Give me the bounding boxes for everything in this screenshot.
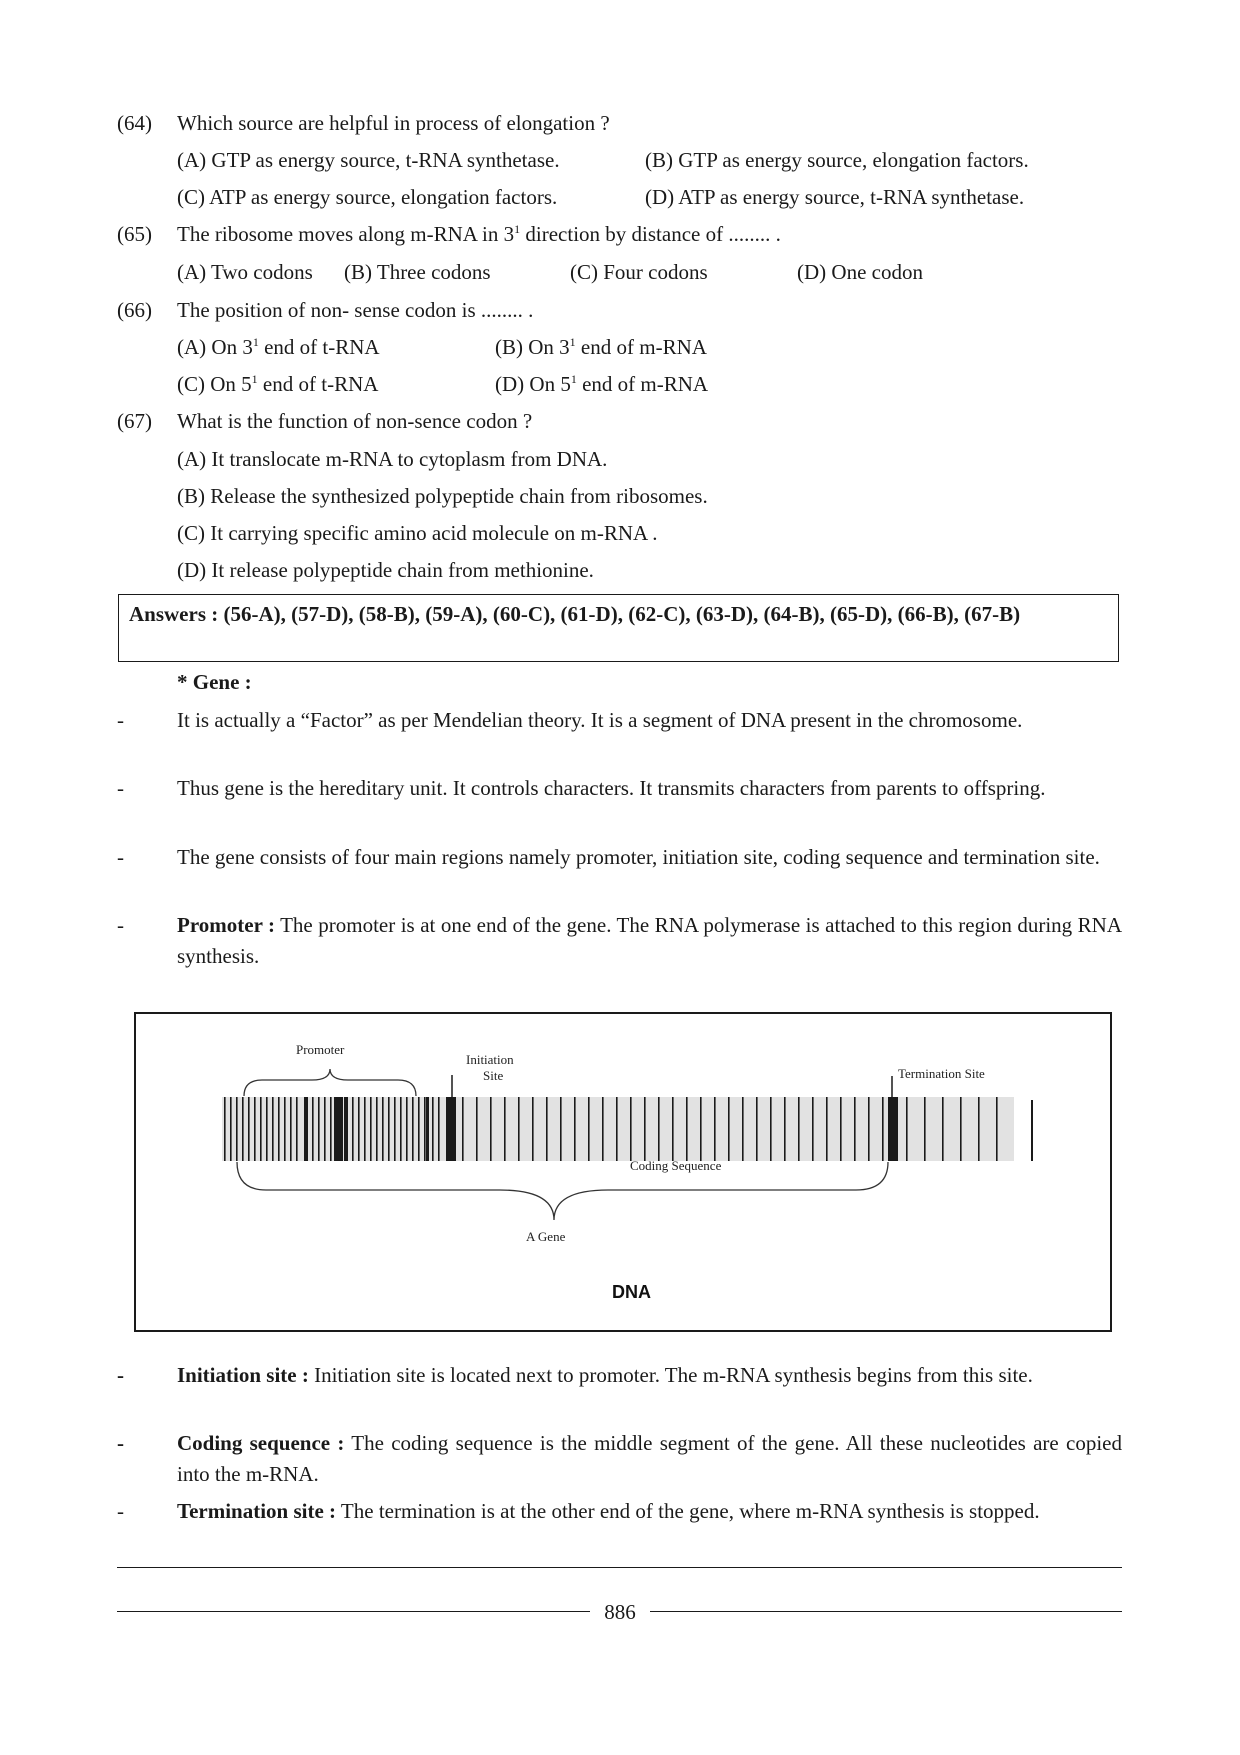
dna-figure — [136, 1014, 1114, 1334]
question-text: The position of non- sense codon is ........ . — [177, 298, 534, 322]
nucleotide-line — [312, 1097, 314, 1161]
bullet-dash: - — [117, 1499, 124, 1523]
nucleotide-line — [546, 1097, 548, 1161]
nucleotide-line — [438, 1097, 440, 1161]
initiation-label-line1: Initiation — [466, 1052, 514, 1067]
nucleotide-line — [330, 1097, 332, 1161]
nucleotide-line — [462, 1097, 464, 1161]
option-67-a: (A) It translocate m-RNA to cytoplasm from DNA. — [177, 447, 608, 471]
footer-right-rule — [650, 1611, 1122, 1612]
nucleotide-line — [812, 1097, 814, 1161]
coding-sequence-label: Coding Sequence — [630, 1158, 722, 1173]
nucleotide-line — [418, 1097, 420, 1161]
nucleotide-line — [412, 1097, 414, 1161]
nucleotide-line — [432, 1097, 434, 1161]
option-67-c: (C) It carrying specific amino acid molecule on m-RNA . — [177, 521, 658, 545]
nucleotide-line — [574, 1097, 576, 1161]
nucleotide-line — [272, 1097, 274, 1161]
nucleotide-line — [476, 1097, 478, 1161]
nucleotide-line — [352, 1097, 354, 1161]
dna-diagram — [134, 1012, 1112, 1332]
nucleotide-line — [388, 1097, 390, 1161]
nucleotide-line — [358, 1097, 360, 1161]
nucleotide-line — [588, 1097, 590, 1161]
nucleotide-line — [644, 1097, 646, 1161]
nucleotide-block — [426, 1097, 429, 1161]
nucleotide-line — [242, 1097, 244, 1161]
page-number: 886 — [604, 1600, 636, 1624]
nucleotide-line — [504, 1097, 506, 1161]
gene-brace — [237, 1162, 888, 1220]
option-66-d: (D) On $5^1$ end of m-RNA — [495, 372, 709, 396]
nucleotide-block — [446, 1097, 456, 1161]
nucleotide-line — [686, 1097, 688, 1161]
nucleotide-line — [266, 1097, 268, 1161]
nucleotide-line — [406, 1097, 408, 1161]
bullet-text: The gene consists of four main regions namely promoter, initiation site, coding sequence and termination site. — [177, 845, 1100, 869]
footer-top-rule — [117, 1567, 1122, 1568]
nucleotide-line — [602, 1097, 604, 1161]
promoter-brace — [244, 1069, 416, 1096]
nucleotide-block — [888, 1097, 898, 1161]
nucleotide-line — [616, 1097, 618, 1161]
nucleotide-line — [770, 1097, 772, 1161]
option-66-b: (B) On $3^1$ end of m-RNA — [495, 335, 707, 359]
bullet-text: Thus gene is the hereditary unit. It controls characters. It transmits characters from parents to offspring. — [177, 776, 1046, 800]
nucleotide-line — [290, 1097, 292, 1161]
gene-label: A Gene — [526, 1229, 566, 1244]
nucleotide-line — [978, 1097, 980, 1161]
footer-left-rule — [117, 1611, 590, 1612]
option-66-c: (C) On $5^1$ end of t-RNA — [177, 372, 379, 396]
nucleotide-line — [960, 1097, 962, 1161]
nucleotide-line — [728, 1097, 730, 1161]
option-66-a: (A) On $3^1$ end of t-RNA — [177, 335, 380, 359]
nucleotide-line — [254, 1097, 256, 1161]
nucleotide-line — [906, 1097, 908, 1161]
question-number: (64) — [117, 111, 152, 135]
question-number: (65) — [117, 222, 152, 246]
nucleotide-line — [840, 1097, 842, 1161]
option-65-d: (D) One codon — [797, 260, 923, 284]
question-text: Which source are helpful in process of elongation ? — [177, 111, 610, 135]
nucleotide-line — [882, 1097, 884, 1161]
bullet-dash: - — [117, 1431, 124, 1455]
nucleotide-line — [868, 1097, 870, 1161]
nucleotide-line — [324, 1097, 326, 1161]
bullet-text: Initiation site : Initiation site is located next to promoter. The m-RNA synthesis begins from this site. — [177, 1363, 1033, 1387]
nucleotide-line — [376, 1097, 378, 1161]
nucleotide-line — [394, 1097, 396, 1161]
nucleotide-block — [334, 1097, 343, 1161]
nucleotide-line — [532, 1097, 534, 1161]
bullet-dash: - — [117, 1363, 124, 1387]
nucleotide-line — [700, 1097, 702, 1161]
option-65-a: (A) Two codons — [177, 260, 313, 284]
question-number: (66) — [117, 298, 152, 322]
initiation-label-line2: Site — [483, 1068, 504, 1083]
nucleotide-line — [400, 1097, 402, 1161]
nucleotide-line — [230, 1097, 232, 1161]
option-64-c: (C) ATP as energy source, elongation factors. — [177, 185, 558, 209]
option-67-d: (D) It release polypeptide chain from methionine. — [177, 558, 594, 582]
termination-label: Termination Site — [898, 1066, 985, 1081]
nucleotide-line — [672, 1097, 674, 1161]
option-67-b: (B) Release the synthesized polypeptide chain from ribosomes. — [177, 484, 708, 508]
nucleotide-line — [630, 1097, 632, 1161]
nucleotide-line — [296, 1097, 298, 1161]
option-64-d: (D) ATP as energy source, t-RNA synthetase. — [645, 185, 1025, 209]
question-number: (67) — [117, 409, 152, 433]
nucleotide-line — [382, 1097, 384, 1161]
nucleotide-line — [560, 1097, 562, 1161]
nucleotide-line — [854, 1097, 856, 1161]
bullet-dash: - — [117, 845, 124, 869]
option-64-a: (A) GTP as energy source, t-RNA synthetase. — [177, 148, 560, 172]
option-64-b: (B) GTP as energy source, elongation factors. — [645, 148, 1029, 172]
nucleotide-line — [924, 1097, 926, 1161]
nucleotide-line — [364, 1097, 366, 1161]
bullet-dash: - — [117, 913, 124, 937]
nucleotide-line — [424, 1097, 426, 1161]
nucleotide-line — [996, 1097, 998, 1161]
nucleotide-line — [756, 1097, 758, 1161]
nucleotide-line — [798, 1097, 800, 1161]
nucleotide-line — [370, 1097, 372, 1161]
question-text: The ribosome moves along m-RNA in $3^1$ direction by distance of ........ . — [177, 222, 781, 246]
nucleotide-line — [714, 1097, 716, 1161]
nucleotide-line — [742, 1097, 744, 1161]
nucleotide-line — [490, 1097, 492, 1161]
option-65-c: (C) Four codons — [570, 260, 708, 284]
answers-box: Answers : (56-A), (57-D), (58-B), (59-A), (60-C), (61-D), (62-C), (63-D), (64-B), (65-D), (66-B), (67-B) — [118, 594, 1119, 662]
promoter-label: Promoter — [296, 1042, 345, 1057]
nucleotide-line — [826, 1097, 828, 1161]
question-text: What is the function of non-sence codon ? — [177, 409, 533, 433]
gene-heading: * Gene : — [177, 670, 252, 694]
bullet-text: Promoter : The promoter is at one end of the gene. The RNA polymerase is attached to this region during RNA synthesis. — [177, 913, 1122, 968]
nucleotide-block — [304, 1097, 308, 1161]
nucleotide-line — [784, 1097, 786, 1161]
nucleotide-line — [318, 1097, 320, 1161]
nucleotide-line — [260, 1097, 262, 1161]
bullet-dash: - — [117, 708, 124, 732]
nucleotide-line — [248, 1097, 250, 1161]
bullet-text: Termination site : The termination is at the other end of the gene, where m-RNA synthesis is stopped. — [177, 1499, 1040, 1523]
nucleotide-block — [344, 1097, 348, 1161]
bullet-text: It is actually a “Factor” as per Mendelian theory. It is a segment of DNA present in the chromosome. — [177, 708, 1023, 732]
nucleotide-line — [224, 1097, 226, 1161]
nucleotide-line — [278, 1097, 280, 1161]
bullet-text: Coding sequence : The coding sequence is the middle segment of the gene. All these nucleotides are copied into the m-RNA. — [177, 1431, 1122, 1486]
nucleotide-line — [284, 1097, 286, 1161]
nucleotide-line — [942, 1097, 944, 1161]
dna-caption: DNA — [612, 1282, 651, 1302]
nucleotide-line — [236, 1097, 238, 1161]
bullet-dash: - — [117, 776, 124, 800]
nucleotide-line — [658, 1097, 660, 1161]
nucleotide-line — [518, 1097, 520, 1161]
option-65-b: (B) Three codons — [344, 260, 491, 284]
